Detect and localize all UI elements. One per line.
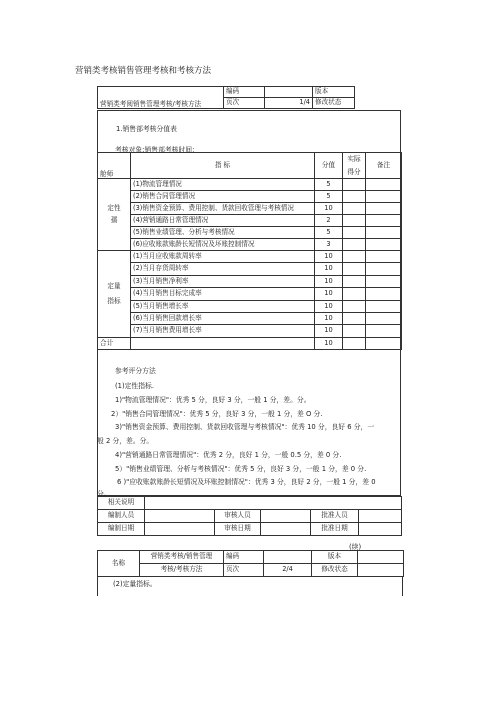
col-indicator: 指 标 xyxy=(131,153,315,179)
header2-page-label: 页次 xyxy=(224,564,264,577)
qual-item-remark xyxy=(366,215,402,227)
col-actual-line2: 得分 xyxy=(347,167,361,176)
total-actual xyxy=(343,337,366,349)
header2-name-label: 名称 xyxy=(98,551,140,577)
quant-item-remark xyxy=(366,251,402,263)
header2-code-value xyxy=(264,551,312,564)
quant-item-score: 10 xyxy=(315,325,343,337)
review-date-value xyxy=(261,523,311,536)
footer-table xyxy=(97,496,402,536)
quant-item-remark xyxy=(366,275,402,287)
quant-item-actual xyxy=(343,312,366,324)
continued-label: (续) xyxy=(349,543,362,551)
group-quantitative-line1: 定量 xyxy=(107,281,121,290)
review-date-label: 审核日期 xyxy=(215,523,261,536)
related-notes-value xyxy=(145,497,402,510)
section1-target: 考核对象:销售部考核时间： xyxy=(115,146,199,154)
quant-item-actual xyxy=(343,325,366,337)
header-version-label: 版本 xyxy=(313,87,355,98)
editor-value xyxy=(145,510,215,523)
qual-item-label: (4)营销通路日常管理情况 xyxy=(131,215,315,227)
header-code-value xyxy=(265,87,313,98)
qual-item-remark xyxy=(366,191,402,203)
method-line-6b: 分。 xyxy=(97,490,111,498)
quant-item-label: (1)当月应收账款周转率 xyxy=(131,251,315,263)
edit-date-label: 编制日期 xyxy=(98,523,145,536)
header-table xyxy=(97,86,355,109)
header2-code-label: 编码 xyxy=(224,551,264,564)
quant-item-score: 10 xyxy=(315,300,343,312)
header2-name-line2: 考核/考核方法 xyxy=(140,564,224,577)
qual-item-actual xyxy=(343,179,366,191)
header-page-value: 1/4 xyxy=(265,98,313,109)
header-code-label: 编码 xyxy=(224,87,265,98)
col-actual-line1: 实际 xyxy=(347,155,361,163)
approve-date-value xyxy=(359,523,402,536)
qual-item-remark xyxy=(366,179,402,191)
total-value: 10 xyxy=(315,337,343,349)
method-line-5: 5）"销售业绩管理、分析与考核情况"：优秀 5 分，良好 3 分，一般 1 分，差 0 分. xyxy=(115,465,367,473)
method-line-1: 1)"物流管理情况"：优秀 5 分，良好 3 分，一般 1 分，差。分。 xyxy=(115,396,311,404)
header2-version-label: 版本 xyxy=(312,551,358,564)
qual-item-label: (2)销售合同管理情况 xyxy=(131,191,315,203)
group-quantitative xyxy=(98,251,131,338)
method-line-4: 4)"营销通路日常管理情况"：优秀 2 分，良好 1 分，一般 0.5 分，差 0 分. xyxy=(115,451,342,459)
header2-status-value xyxy=(358,564,404,577)
document-title: 营销类考核销售管理考核和考核方法 xyxy=(75,66,212,76)
quant-item-actual xyxy=(343,275,366,287)
quant-item-label: (3)当月销售净利率 xyxy=(131,275,315,287)
method-subtitle: (1)定性指标. xyxy=(115,382,154,390)
qual-item-score: 10 xyxy=(315,203,343,215)
total-spacer xyxy=(131,337,315,349)
qual-item-actual xyxy=(343,239,366,251)
qual-item-label: (3)销售资金预算、费用控制、货款回收管理与考核情况 xyxy=(131,203,315,215)
header2-status-label: 修改状态 xyxy=(312,564,358,577)
header-status-label: 修改状态 xyxy=(313,98,355,109)
quant-item-label: (7)当月销售费用增长率 xyxy=(131,325,315,337)
quant-item-actual xyxy=(343,288,366,300)
qual-item-remark xyxy=(366,227,402,239)
approver-label: 批准人员 xyxy=(311,510,359,523)
qual-item-actual xyxy=(343,227,366,239)
qual-item-actual xyxy=(343,191,366,203)
quant-item-label: (6)当月销售回款增长率 xyxy=(131,312,315,324)
quant-item-score: 10 xyxy=(315,275,343,287)
col-remark: 备注 xyxy=(366,153,402,179)
group-qualitative-line1: 定性 xyxy=(107,204,121,213)
header2-page-value: 2/4 xyxy=(264,564,312,577)
quant-item-actual xyxy=(343,263,366,275)
editor-label: 编制人员 xyxy=(98,510,145,523)
qual-item-label: (1)物流管理情况 xyxy=(131,179,315,191)
col-dimension: 舱师 xyxy=(98,153,131,179)
quant-item-score: 10 xyxy=(315,288,343,300)
approve-date-label: 批准日期 xyxy=(311,523,359,536)
method-line-3b: 般 2 分，差。分。 xyxy=(97,437,154,445)
quant-item-remark xyxy=(366,288,402,300)
header2-version-value xyxy=(358,551,404,564)
quant-item-remark xyxy=(366,300,402,312)
qual-item-actual xyxy=(343,203,366,215)
quant-item-label: (4)当月销售目标完成率 xyxy=(131,288,315,300)
method-title: 参考评分方法 xyxy=(115,367,156,375)
quant-item-score: 10 xyxy=(315,251,343,263)
qual-item-remark xyxy=(366,239,402,251)
group-qualitative xyxy=(98,179,131,251)
qual-item-score: 5 xyxy=(315,179,343,191)
score-table xyxy=(97,152,402,350)
quant-item-remark xyxy=(366,263,402,275)
header-doc-name: 营销类考阅销售管理考核/考核方法 xyxy=(98,87,224,109)
reviewer-value xyxy=(261,510,311,523)
quant-item-actual xyxy=(343,251,366,263)
quant-item-actual xyxy=(343,300,366,312)
qual-item-score: 5 xyxy=(315,191,343,203)
quant-item-label: (5)当月销售增长率 xyxy=(131,300,315,312)
quant-item-remark xyxy=(366,312,402,324)
approver-value xyxy=(359,510,402,523)
quant-item-label: (2)当月存货周转率 xyxy=(131,263,315,275)
method-line-6a: 6 )"应收账款账龄长短情况及坏账控制情况"：优秀 3 分，良好 2 分，一般 1 分，差 0 xyxy=(117,478,376,486)
group-qualitative-line2: 孺 xyxy=(110,215,118,224)
section2-subtitle: (2)定量指标。 xyxy=(113,580,157,588)
quant-item-score: 10 xyxy=(315,263,343,275)
header-page-label: 页次 xyxy=(224,98,265,109)
quant-item-score: 10 xyxy=(315,312,343,324)
section1-title: 1.销售部考核分值表 xyxy=(116,125,177,133)
qual-item-score: 3 xyxy=(315,239,343,251)
qual-item-score: 2 xyxy=(315,215,343,227)
method-line-3a: 3)"销售资金预算、费用控制、货款回收管理与考核情况"：优秀 10 分，良好 6 分，一 xyxy=(115,423,375,431)
col-score: 分值 xyxy=(315,153,343,179)
group-quantitative-line2: 指标 xyxy=(107,296,121,305)
qual-item-remark xyxy=(366,203,402,215)
col-actual-score xyxy=(343,153,366,179)
related-notes-label: 相关说明 xyxy=(98,497,145,510)
qual-item-score: 5 xyxy=(315,227,343,239)
edit-date-value xyxy=(145,523,215,536)
total-remark xyxy=(366,337,402,349)
qual-item-label: (5)销售业绩管理、分析与考核情况 xyxy=(131,227,315,239)
header-table-2 xyxy=(97,550,404,577)
qual-item-actual xyxy=(343,215,366,227)
quant-item-remark xyxy=(366,325,402,337)
total-label: 合计 xyxy=(98,337,131,349)
qual-item-label: (6)应收账款账龄长短情况及坏账控制情况 xyxy=(131,239,315,251)
reviewer-label: 审核人员 xyxy=(215,510,261,523)
header2-name-line1: 营销类考核/销售管理 xyxy=(140,551,224,564)
method-line-2: 2）"销售合同管理情况"：优秀 5 分，良好 3 分，一般 1 分，差 O 分. xyxy=(111,410,323,418)
